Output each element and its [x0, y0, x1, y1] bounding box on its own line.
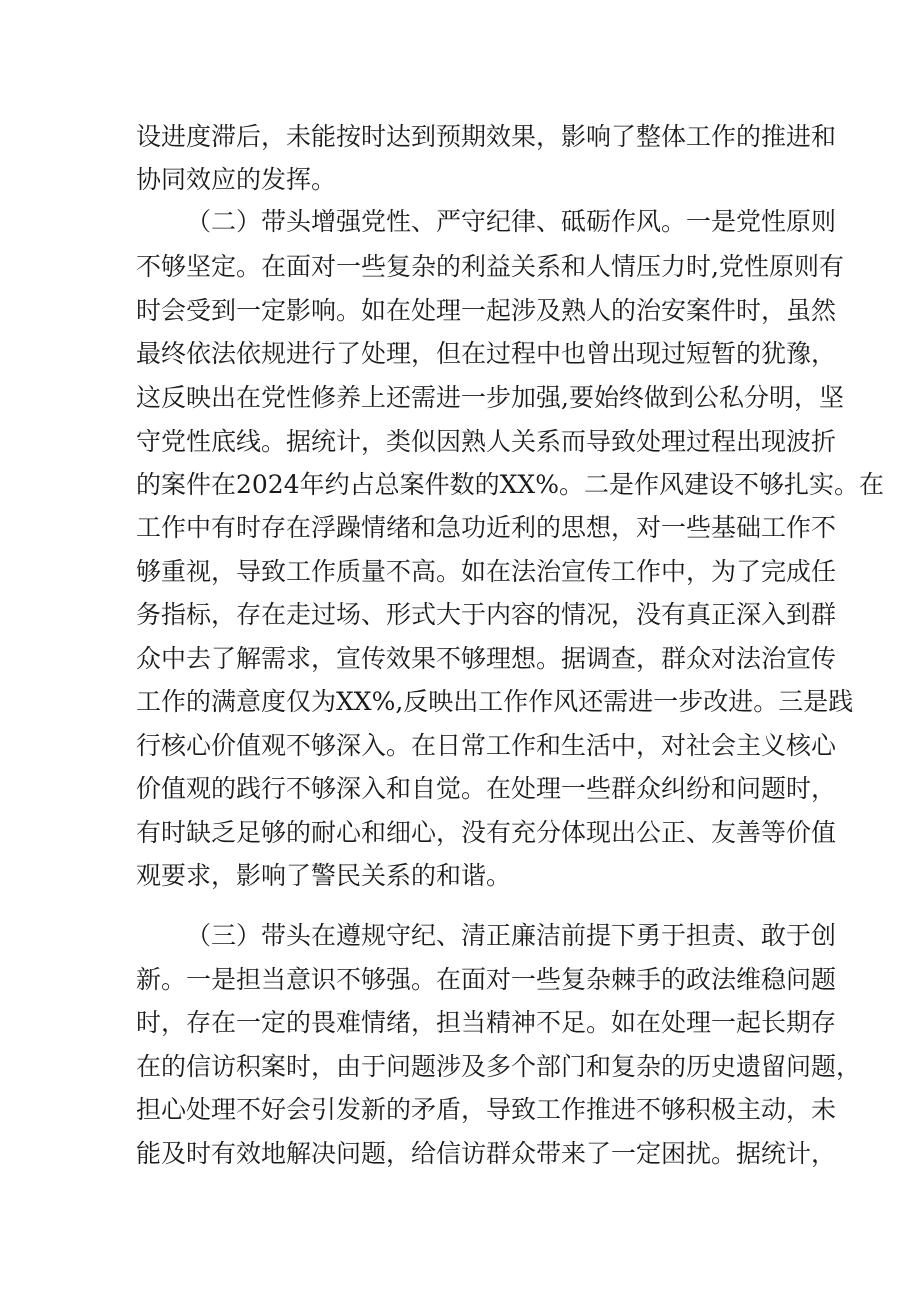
- text-line: 价值观的践行不够深入和自觉。在处理一些群众纠纷和问题时，: [136, 774, 837, 803]
- text-line: 工作中有时存在浮躁情绪和急功近利的思想，对一些基础工作不: [136, 513, 837, 542]
- text-line: 观要求，影响了警民关系的和谐。: [136, 861, 512, 890]
- text-line: 协同效应的发挥。: [136, 165, 337, 194]
- text-line: 的案件在2024年约占总案件数的XX%。二是作风建设不够扎实。在: [136, 470, 884, 499]
- text-line: 能及时有效地解决问题，给信访群众带来了一定困扰。据统计，: [136, 1139, 837, 1168]
- text-line: 担心处理不好会引发新的矛盾，导致工作推进不够积极主动，未: [136, 1095, 837, 1124]
- section-heading-line: （三）带头在遵规守纪、清正廉洁前提下勇于担责、敢于创: [186, 921, 837, 950]
- text-line: 在的信访积案时，由于问题涉及多个部门和复杂的历史遗留问题，: [136, 1052, 862, 1081]
- text-line: 不够坚定。在面对一些复杂的利益关系和人情压力时,党性原则有: [136, 252, 844, 281]
- text-line: 时，存在一定的畏难情绪，担当精神不足。如在处理一起长期存: [136, 1008, 837, 1037]
- text-line: 设进度滞后，未能按时达到预期效果，影响了整体工作的推进和: [136, 122, 837, 151]
- section-heading-line: （二）带头增强党性、严守纪律、砥砺作风。一是党性原则: [186, 207, 837, 236]
- text-line: 够重视，导致工作质量不高。如在法治宣传工作中，为了完成任: [136, 557, 837, 586]
- text-line: 守党性底线。据统计，类似因熟人关系而导致处理过程出现波折: [136, 427, 837, 456]
- text-line: 有时缺乏足够的耐心和细心，没有充分体现出公正、友善等价值: [136, 818, 837, 847]
- text-line: 最终依法依规进行了处理，但在过程中也曾出现过短暂的犹豫，: [136, 339, 837, 368]
- text-line: 工作的满意度仅为XX%,反映出工作作风还需进一步改进。三是践: [136, 687, 854, 716]
- text-line: 新。一是担当意识不够强。在面对一些复杂棘手的政法维稳问题: [136, 965, 837, 994]
- text-line: 时会受到一定影响。如在处理一起涉及熟人的治安案件时，虽然: [136, 296, 837, 325]
- text-line: 这反映出在党性修养上还需进一步加强,要始终做到公私分明，坚: [136, 383, 844, 412]
- text-line: 务指标，存在走过场、形式大于内容的情况，没有真正深入到群: [136, 600, 837, 629]
- text-line: 众中去了解需求，宣传效果不够理想。据调查，群众对法治宣传: [136, 644, 837, 673]
- text-line: 行核心价值观不够深入。在日常工作和生活中，对社会主义核心: [136, 731, 837, 760]
